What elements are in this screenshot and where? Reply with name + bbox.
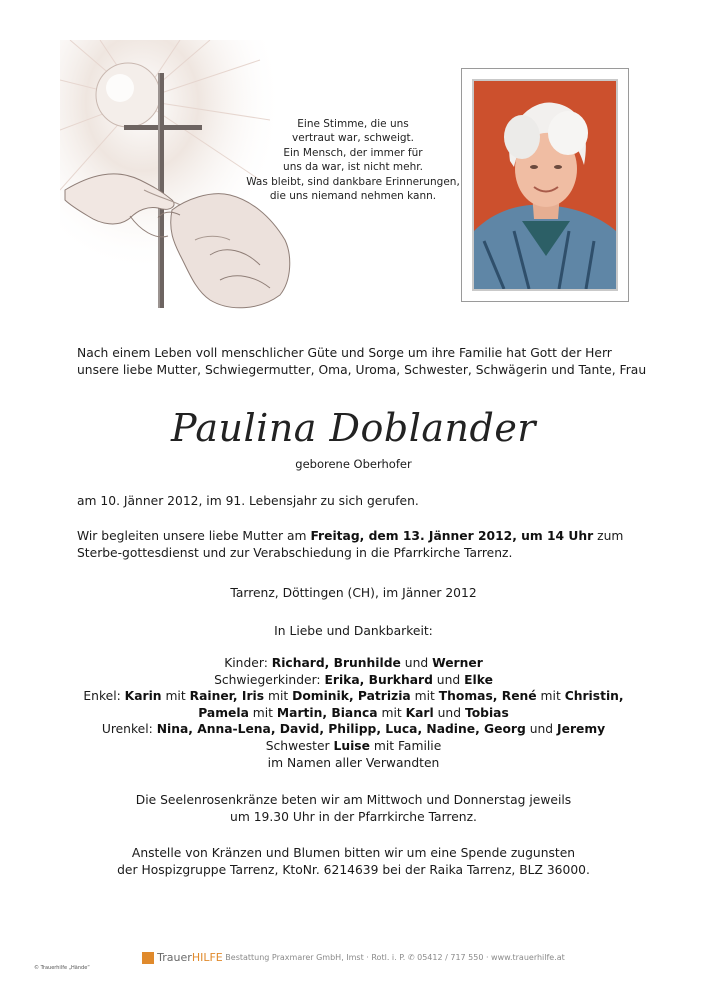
- place-date: Tarrenz, Döttingen (CH), im Jänner 2012: [230, 586, 477, 600]
- family-children-in-law: Schwiegerkinder: Erika, Burkhard und Elke: [214, 672, 493, 687]
- donation-notice: Anstelle von Kränzen und Blumen bitten wir um eine Spende zugunsten der Hospizgruppe Tarrenz, KtoNr. 6214639 bei der Raika Tarrenz, BLZ 36000.: [117, 846, 590, 877]
- family-children: Kinder: Richard, Brunhilde und Werner: [224, 656, 483, 670]
- memorial-verse: [238, 117, 468, 203]
- intro-text: Nach einem Leben voll menschlicher Güte und Sorge um ihre Familie hat Gott der Herr unsere liebe Mutter, Schwiegermutter, Oma, Uroma, Schwester, Schwägerin und Tante, Frau: [77, 346, 647, 377]
- trauerhilfe-logo-icon: [142, 952, 154, 964]
- gratitude-line: In Liebe und Dankbarkeit:: [274, 624, 433, 638]
- footer-brand: TrauerHILFE: [157, 951, 223, 964]
- family-grandchildren-cont: Pamela mit Martin, Bianca mit Karl und Tobias: [198, 705, 509, 720]
- portrait-frame: [461, 68, 629, 302]
- maiden-name: geborene Oberhofer: [295, 457, 412, 471]
- footer-details: Bestattung Praxmarer GmbH, Imst · Rotl. i. P. ✆ 05412 / 717 550 · www.trauerhilfe.at: [222, 953, 565, 962]
- family-grandchildren: Enkel: Karin mit Rainer, Iris mit Dominik, Patrizia mit Thomas, René mit Christin,: [83, 689, 624, 704]
- footer: [0, 951, 707, 964]
- portrait-photo: [472, 79, 618, 291]
- death-notice: am 10. Jänner 2012, im 91. Lebensjahr zu sich gerufen.: [77, 494, 419, 508]
- funeral-notice: Wir begleiten unsere liebe Mutter am Freitag, dem 13. Jänner 2012, um 14 Uhr zum Sterbe-gottesdienst und zur Verabschiedung in die Pfarrkirche Tarrenz.: [77, 529, 624, 560]
- verse-line: Eine Stimme, die uns: [297, 118, 409, 130]
- verse-line: uns da war, ist nicht mehr.: [283, 161, 423, 174]
- verse-line: Ein Mensch, der immer für: [283, 146, 423, 159]
- verse-line: vertraut war, schweigt.: [292, 132, 414, 145]
- copyright-note: © Trauerhilfe „Hände“: [34, 965, 90, 971]
- funeral-date: Freitag, dem 13. Jänner 2012, um 14 Uhr: [310, 529, 594, 543]
- verse-line: die uns niemand nehmen kann.: [269, 190, 437, 203]
- family-great-grandchildren: Urenkel: Nina, Anna-Lena, David, Philipp, Luca, Nadine, Georg und Jeremy: [101, 722, 606, 737]
- family-sister: Schwester Luise mit Familie: [265, 738, 442, 753]
- family-list: [0, 655, 707, 771]
- family-relatives: im Namen aller Verwandten: [267, 755, 440, 770]
- rosary-notice: Die Seelenrosenkränze beten wir am Mittwoch und Donnerstag jeweils um 19.30 Uhr in der Pfarrkirche Tarrenz.: [135, 793, 572, 824]
- deceased-name: Paulina Doblander: [171, 406, 536, 450]
- verse-line: Was bleibt, sind dankbare Erinnerungen,: [246, 175, 460, 188]
